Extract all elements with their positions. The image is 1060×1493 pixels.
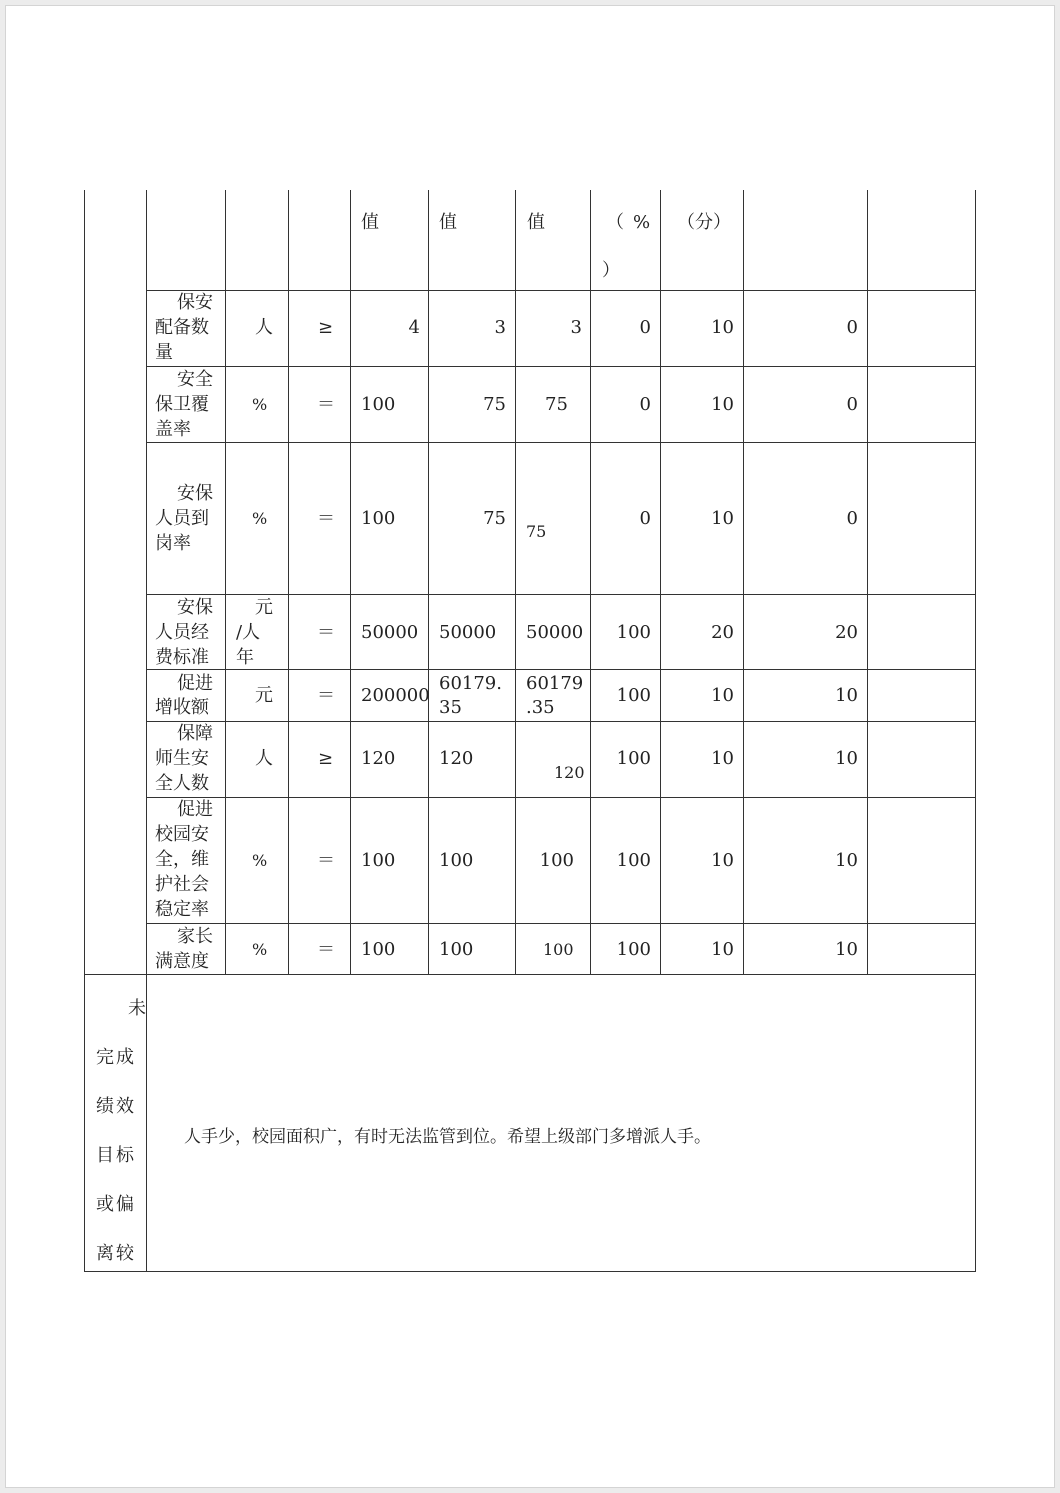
indicator-name: 满意度 — [155, 951, 209, 972]
actual-value-1: 120 — [439, 748, 474, 769]
weight-score: 10 — [711, 508, 734, 529]
actual-value-1: 75 — [483, 508, 506, 529]
footer-explanation-text: 人手少，校园面积广，有时无法监管到位。希望上级部门多增派人手。 — [184, 1127, 711, 1147]
completion-rate: 100 — [616, 622, 651, 643]
footer-label: 离较 — [96, 1243, 136, 1264]
weight-score: 10 — [711, 748, 734, 769]
target-value: 100 — [361, 939, 396, 960]
target-value: 50000 — [361, 622, 419, 643]
unit-cell: % — [252, 940, 268, 959]
completion-rate: 0 — [639, 317, 651, 338]
unit-cell: 人 — [255, 317, 273, 338]
grid-line — [867, 190, 868, 975]
weight-score: 10 — [711, 939, 734, 960]
actual-value-2: .35 — [526, 697, 555, 718]
header-rate-close: ） — [602, 260, 620, 281]
completion-rate: 100 — [616, 685, 651, 706]
grid-line — [146, 923, 976, 924]
weight-score: 10 — [711, 394, 734, 415]
footer-label: 完成 — [96, 1047, 136, 1068]
actual-value-2: 60179 — [526, 673, 584, 694]
actual-value-1: 60179. — [439, 673, 502, 694]
operator-cell: ≥ — [318, 317, 334, 338]
earned-score: 10 — [835, 939, 858, 960]
unit-cell: /人 — [236, 622, 261, 643]
unit-cell: 年 — [236, 647, 254, 668]
grid-line — [146, 190, 147, 975]
operator-cell: ＝ — [317, 508, 335, 529]
header-actual-2: 值 — [439, 212, 457, 233]
actual-value-1: 3 — [494, 317, 506, 338]
operator-cell: ＝ — [317, 622, 335, 643]
indicator-name: 安保 — [177, 597, 213, 618]
indicator-name: 配备数 — [155, 317, 209, 338]
actual-value-1: 50000 — [439, 622, 497, 643]
earned-score: 0 — [846, 394, 858, 415]
target-value: 100 — [361, 508, 396, 529]
actual-value-1: 100 — [439, 939, 474, 960]
grid-line — [146, 669, 976, 670]
grid-line — [743, 190, 744, 975]
operator-cell: ＝ — [317, 939, 335, 960]
footer-label: 绩效 — [96, 1096, 136, 1117]
indicator-name: 护社会 — [155, 874, 209, 895]
operator-cell: ＝ — [317, 685, 335, 706]
earned-score: 0 — [846, 508, 858, 529]
unit-cell: 元 — [255, 597, 273, 618]
footer-label: 或偏 — [96, 1194, 136, 1215]
indicator-name: 校园安 — [155, 824, 209, 845]
completion-rate: 100 — [616, 939, 651, 960]
grid-line — [146, 797, 976, 798]
footer-label: 目标 — [96, 1145, 136, 1166]
table-border-bottom — [84, 1271, 976, 1272]
header-actual-1: 值 — [361, 212, 379, 233]
unit-cell: % — [252, 851, 268, 870]
target-value: 100 — [361, 394, 396, 415]
completion-rate: 100 — [616, 850, 651, 871]
grid-line — [590, 190, 591, 975]
target-value: 100 — [361, 850, 396, 871]
earned-score: 0 — [846, 317, 858, 338]
grid-line — [428, 190, 429, 975]
actual-value-2: 3 — [570, 317, 582, 338]
weight-score: 10 — [711, 317, 734, 338]
indicator-name: 促进 — [177, 673, 213, 694]
indicator-name: 量 — [155, 342, 173, 363]
target-value: 120 — [361, 748, 396, 769]
grid-line — [288, 190, 289, 975]
unit-cell: 人 — [255, 748, 273, 769]
operator-cell: ＝ — [317, 394, 335, 415]
indicator-name: 全人数 — [155, 773, 209, 794]
header-rate-percent: % — [633, 212, 651, 233]
completion-rate: 0 — [639, 508, 651, 529]
operator-cell: ≥ — [318, 748, 334, 769]
table-border-left — [84, 190, 85, 1272]
indicator-name: 人员经 — [155, 622, 209, 643]
indicator-name: 全，维 — [155, 849, 209, 870]
indicator-name: 岗率 — [155, 533, 191, 554]
grid-line — [515, 190, 516, 975]
earned-score: 10 — [835, 748, 858, 769]
header-actual-3: 值 — [527, 212, 545, 233]
indicator-name: 促进 — [177, 799, 213, 820]
completion-rate: 100 — [616, 748, 651, 769]
indicator-name: 师生安 — [155, 748, 209, 769]
actual-value-2: 50000 — [526, 622, 584, 643]
actual-value-2: 120 — [554, 763, 585, 782]
actual-value-1: 35 — [439, 697, 462, 718]
indicator-name: 人员到 — [155, 508, 209, 529]
grid-line — [146, 366, 976, 367]
earned-score: 10 — [835, 850, 858, 871]
grid-line — [84, 974, 976, 975]
indicator-name: 盖率 — [155, 419, 191, 440]
grid-line — [350, 190, 351, 975]
indicator-name: 安全 — [177, 369, 213, 390]
actual-value-1: 75 — [483, 394, 506, 415]
actual-value-2: 75 — [526, 522, 547, 541]
grid-line — [146, 290, 976, 291]
target-value: 200000 — [361, 685, 430, 706]
completion-rate: 0 — [639, 394, 651, 415]
indicator-name: 保障 — [177, 723, 213, 744]
grid-line — [660, 190, 661, 975]
earned-score: 10 — [835, 685, 858, 706]
indicator-name: 增收额 — [155, 697, 209, 718]
earned-score: 20 — [835, 622, 858, 643]
grid-line — [146, 721, 976, 722]
actual-value-2: 75 — [545, 394, 568, 415]
indicator-name: 稳定率 — [155, 899, 209, 920]
indicator-name: 费标准 — [155, 647, 209, 668]
actual-value-2: 100 — [539, 850, 574, 871]
unit-cell: 元 — [255, 685, 273, 706]
actual-value-2: 100 — [543, 940, 574, 959]
indicator-name: 保卫覆 — [155, 394, 209, 415]
unit-cell: % — [252, 395, 268, 414]
weight-score: 10 — [711, 850, 734, 871]
grid-line — [146, 974, 147, 1272]
table-border-right — [975, 190, 976, 1272]
weight-score: 20 — [711, 622, 734, 643]
indicator-name: 保安 — [177, 292, 213, 313]
target-value: 4 — [408, 317, 420, 338]
header-rate-open: （ — [606, 212, 624, 233]
grid-line — [146, 442, 976, 443]
indicator-name: 家长 — [177, 926, 213, 947]
indicator-name: 安保 — [177, 483, 213, 504]
unit-cell: % — [252, 509, 268, 528]
grid-line — [225, 190, 226, 975]
weight-score: 10 — [711, 685, 734, 706]
header-score: （分） — [677, 212, 731, 233]
operator-cell: ＝ — [317, 850, 335, 871]
actual-value-1: 100 — [439, 850, 474, 871]
footer-label: 未 — [128, 998, 146, 1019]
